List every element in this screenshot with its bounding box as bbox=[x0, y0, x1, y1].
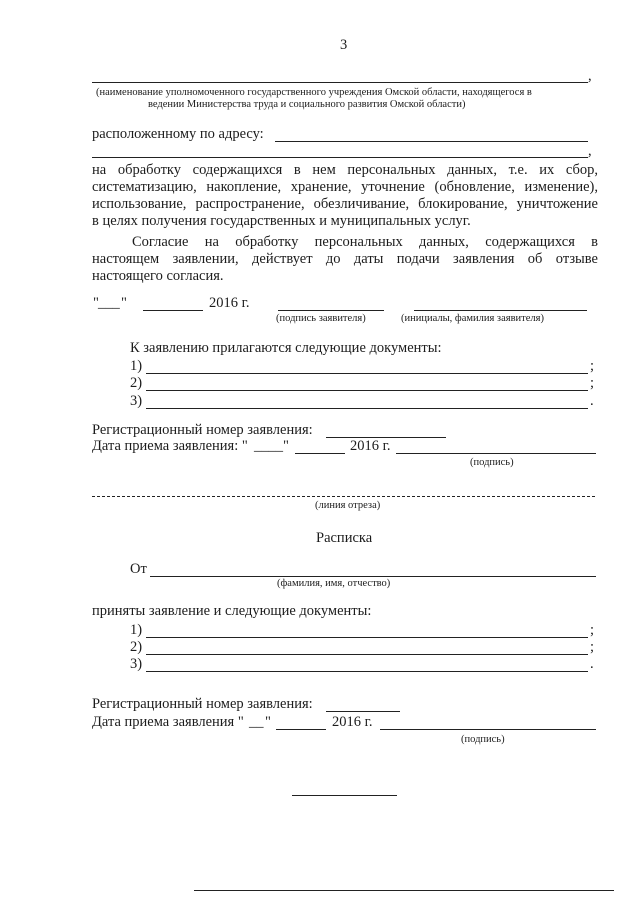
applicant-name-line bbox=[414, 310, 587, 311]
receipt-end-3: . bbox=[590, 656, 594, 672]
date-quote-close: " bbox=[121, 295, 127, 311]
consent-paragraph bbox=[92, 162, 598, 230]
reg-signature-caption-2: (подпись) bbox=[461, 734, 505, 745]
date-month-line bbox=[143, 310, 203, 311]
attachment-end-3: . bbox=[590, 393, 594, 409]
consent-line-2: систематизацию, накопление, хранение, уточнение (обновление, изменение), bbox=[92, 179, 598, 195]
consent-line-4: в целях получения государственных и муниципальных услуг. bbox=[92, 213, 471, 229]
receipt-from-line bbox=[150, 576, 596, 577]
page-number: 3 bbox=[340, 37, 348, 53]
attachment-end-1: ; bbox=[590, 358, 595, 374]
receipt-number-3: 3) bbox=[130, 656, 143, 672]
reg-signature-line-2 bbox=[380, 729, 596, 730]
attachment-line-2 bbox=[146, 390, 588, 391]
reg-date-day-2: __ bbox=[249, 714, 264, 730]
reg-number-label-2: Регистрационный номер заявления: bbox=[92, 696, 313, 712]
receipt-number-2: 2) bbox=[130, 639, 143, 655]
attachments-heading: К заявлению прилагаются следующие документы: bbox=[130, 340, 442, 356]
attachment-number-2: 2) bbox=[130, 375, 143, 391]
reg-date-day-1: ____ bbox=[254, 438, 283, 454]
receipt-accepted-heading: приняты заявление и следующие документы: bbox=[92, 603, 372, 619]
date-year: 2016 г. bbox=[209, 295, 250, 311]
attachment-number-3: 3) bbox=[130, 393, 143, 409]
reg-number-label-1: Регистрационный номер заявления: bbox=[92, 422, 313, 438]
reg-date-year-1: 2016 г. bbox=[350, 438, 391, 454]
institution-caption-line2: ведении Министерства труда и социального развития Омской области) bbox=[148, 99, 466, 110]
reg-date-month-line-1 bbox=[295, 453, 345, 454]
receipt-line-2 bbox=[146, 654, 588, 655]
address-line-1 bbox=[275, 141, 588, 142]
receipt-from-label: От bbox=[130, 561, 147, 577]
attachment-number-1: 1) bbox=[130, 358, 143, 374]
institution-line bbox=[92, 82, 588, 83]
attachment-line-3 bbox=[146, 408, 588, 409]
footer-line bbox=[194, 890, 614, 891]
institution-caption-line1: (наименование уполномоченного государственного учреждения Омской области, находящегося в bbox=[96, 87, 532, 98]
institution-comma: , bbox=[588, 68, 592, 84]
cut-line-caption: (линия отреза) bbox=[315, 500, 381, 511]
reg-date-month-line-2 bbox=[276, 729, 326, 730]
validity-line-2: настоящем заявлении, действует до даты подачи заявления об отзыве bbox=[92, 251, 598, 267]
validity-line-1: Согласие на обработку персональных данных, содержащихся в bbox=[132, 234, 598, 250]
receipt-from-caption: (фамилия, имя, отчество) bbox=[277, 578, 391, 589]
consent-line-1: на обработку содержащихся в нем персональных данных, т.е. их сбор, bbox=[92, 162, 598, 178]
address-line-2 bbox=[92, 157, 588, 158]
date-day-blank: ___ bbox=[98, 295, 120, 311]
address-label: расположенному по адресу: bbox=[92, 126, 264, 142]
applicant-signature-line bbox=[278, 310, 384, 311]
attachment-end-2: ; bbox=[590, 375, 595, 391]
reg-date-label-1: Дата приема заявления: " bbox=[92, 438, 248, 454]
reg-date-year-2: 2016 г. bbox=[332, 714, 373, 730]
receipt-end-1: ; bbox=[590, 622, 595, 638]
receipt-end-2: ; bbox=[590, 639, 595, 655]
receipt-title: Расписка bbox=[316, 530, 373, 546]
reg-date-label-2: Дата приема заявления " bbox=[92, 714, 244, 730]
reg-date-quote-2: " bbox=[265, 714, 271, 730]
consent-line-3: использование, распространение, обезличивание, блокирование, уничтожение bbox=[92, 196, 598, 212]
validity-line-3: настоящего согласия. bbox=[92, 268, 224, 284]
applicant-signature-caption: (подпись заявителя) bbox=[276, 313, 366, 324]
address-comma: , bbox=[588, 143, 592, 159]
applicant-name-caption: (инициалы, фамилия заявителя) bbox=[401, 313, 544, 324]
reg-number-line-2 bbox=[326, 711, 400, 712]
receipt-line-1 bbox=[146, 637, 588, 638]
attachment-line-1 bbox=[146, 373, 588, 374]
validity-paragraph bbox=[92, 234, 598, 285]
cut-line bbox=[92, 496, 595, 497]
reg-signature-caption-1: (подпись) bbox=[470, 457, 514, 468]
reg-date-quote-1: " bbox=[283, 438, 289, 454]
reg-signature-line-1 bbox=[396, 453, 596, 454]
date-quote-open: " bbox=[93, 295, 99, 311]
receipt-number-1: 1) bbox=[130, 622, 143, 638]
receipt-line-3 bbox=[146, 671, 588, 672]
end-rule bbox=[292, 795, 397, 796]
